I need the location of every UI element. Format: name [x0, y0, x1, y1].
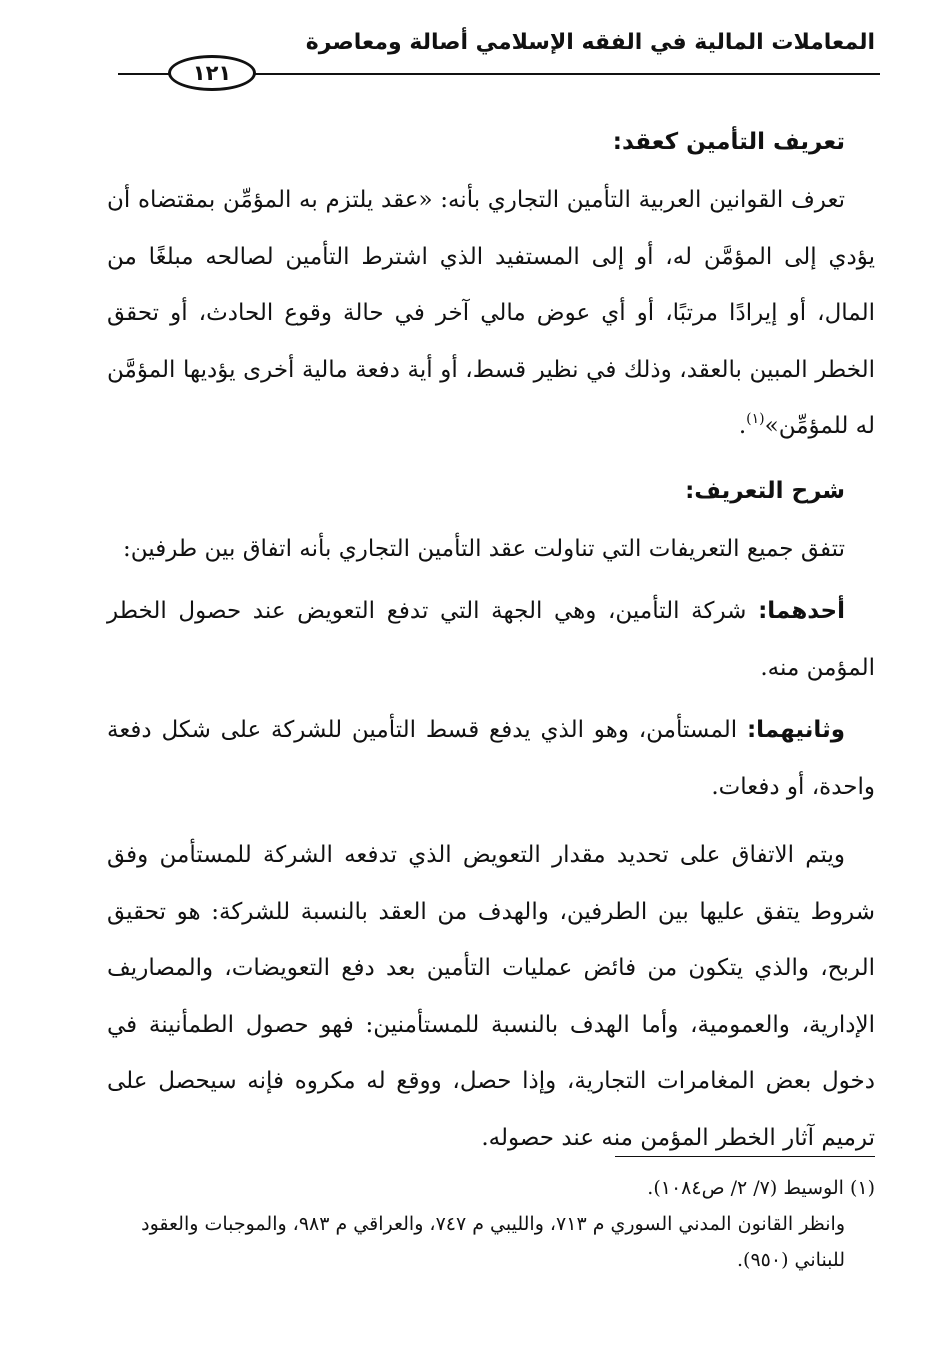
section-heading-explanation: شرح التعريف:: [685, 477, 845, 504]
footnote-1-continuation: وانظر القانون المدني السوري م ٧١٣، والليبي م ٧٤٧، والعراقي م ٩٨٣، والموجبات والعقود للبناني (٩٥٠).: [141, 1213, 845, 1271]
definition-paragraph: [107, 172, 875, 455]
footnote-ref-1[interactable]: (١): [746, 411, 765, 427]
agreement-paragraph: ويتم الاتفاق على تحديد مقدار التعويض الذي تدفعه الشركة للمستأمن وفق شروط يتفق عليها بين الطرفين، والهدف من العقد بالنسبة للشركة: هو تحقيق الربح، والذي يتكون من فائض عمليات التأمين بعد دفع التعويضات، والمصاريف الإدارية، والعمومية، وأما الهدف بالنسبة للمستأمنين: فهو حصول الطمأنينة في دخول بعض المغامرات التجارية، وإذا حصل، ووقع له مكروه فإنه سيحصل على ترميم آثار الخطر المؤمن منه عند حصوله.: [107, 842, 875, 1151]
party-two-label: وثانيهما:: [746, 717, 845, 743]
explanation-intro: تتفق جميع التعريفات التي تناولت عقد التأمين التجاري بأنه اتفاق بين طرفين:: [123, 535, 845, 562]
party-one-text: شركة التأمين، وهي الجهة التي تدفع التعويض عند حصول الخطر المؤمن منه.: [107, 598, 875, 681]
section-heading-definition: تعريف التأمين كعقد:: [612, 129, 845, 155]
footnotes: [107, 1170, 875, 1278]
definition-end: .: [738, 413, 747, 439]
party-two-paragraph: [107, 702, 875, 815]
party-one-paragraph: [107, 583, 875, 696]
definition-text: تعرف القوانين العربية التأمين التجاري بأنه: «عقد يلتزم به المؤمِّن بمقتضاه أن يؤدي إلى المؤمَّن له، أو إلى المستفيد الذي اشترط التأمين لصالحه مبلغًا من المال، أو إيرادًا مرتبًا، أو أي عوض مالي آخر في حالة وقوع الحادث، أو تحقق الخطر المبين بالعقد، وذلك في نظير قسط، أو أية دفعة مالية أخرى يؤديها المؤمَّن له للمؤمِّن»: [107, 187, 875, 439]
party-two-text: المستأمن، وهو الذي يدفع قسط التأمين للشركة على شكل دفعة واحدة، أو دفعات.: [107, 717, 875, 800]
running-title: المعاملات المالية في الفقه الإسلامي أصالة ومعاصرة: [305, 30, 875, 55]
party-one-label: أحدهما:: [758, 598, 846, 624]
main-text: [107, 118, 875, 1166]
footnote-1: (١) الوسيط (٧/ ٢/ ص١٠٨٤).: [647, 1177, 875, 1199]
footnote-rule: [615, 1156, 875, 1157]
page-number: ١٢١: [168, 55, 256, 91]
